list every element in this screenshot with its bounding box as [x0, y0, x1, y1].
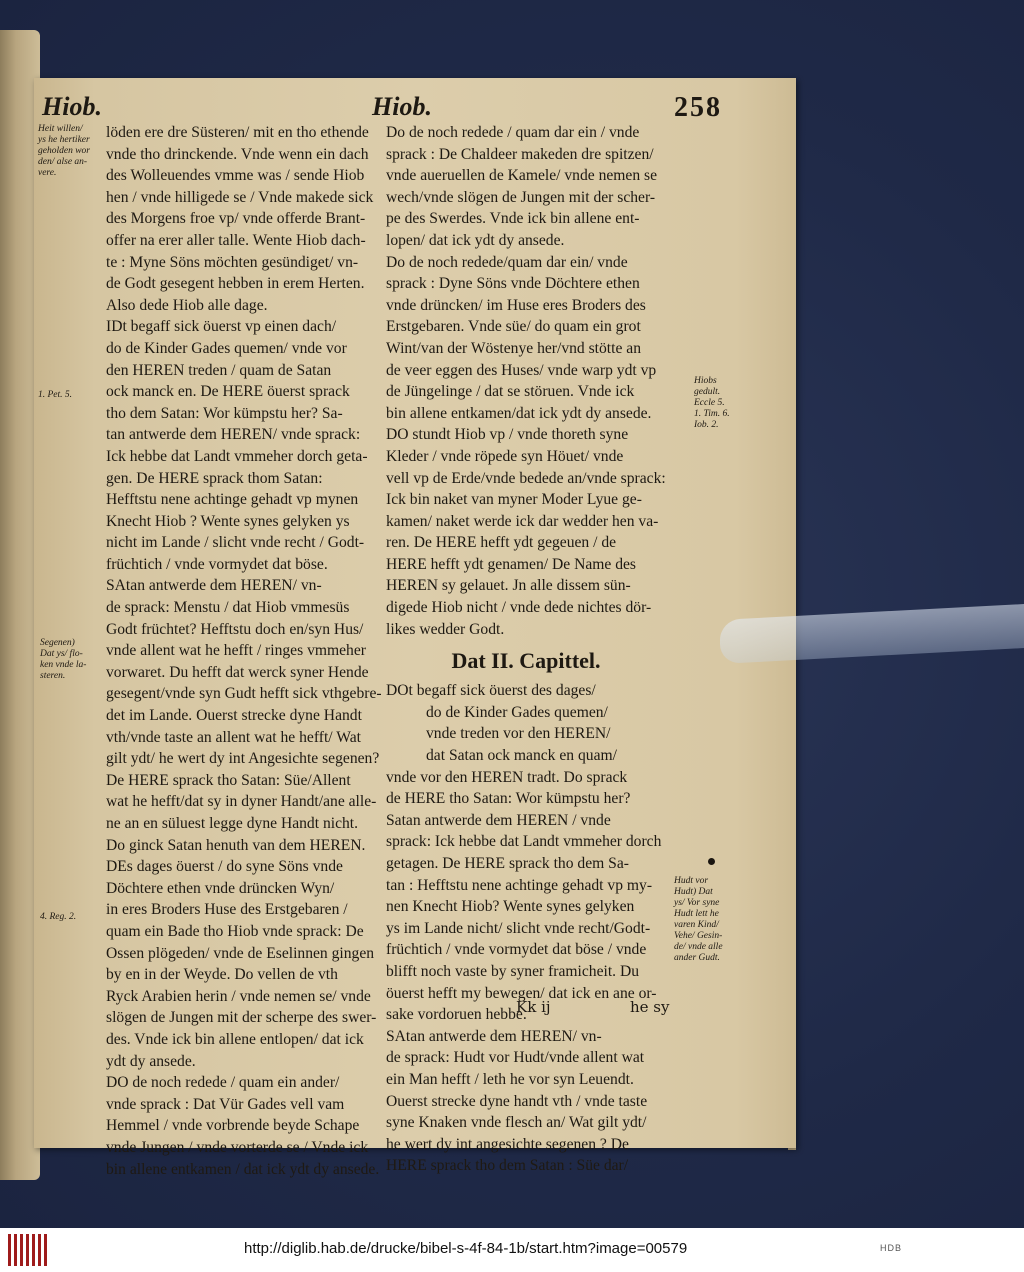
text-line: löden ere dre Süsteren/ mit en tho ethende — [106, 124, 369, 141]
text-line: quam ein Bade tho Hiob vnde sprack: De — [106, 922, 364, 940]
text-line: nen Knecht Hiob? Wente synes gelyken — [386, 898, 635, 916]
text-line: des Morgens froe vp/ vnde offerde Brant- — [106, 210, 366, 228]
text-line: de sprack: Menstu / dat Hiob vmmesüs — [106, 599, 350, 617]
text-line: syne Knaken vnde flesch an/ Wat gilt ydt/ — [386, 1114, 647, 1132]
text-line: DEs dages öuerst / do syne Söns vnde — [106, 858, 343, 876]
text-line: früchtich / vnde vormydet dat böse. — [106, 555, 328, 573]
text-line: te : Myne Söns möchten gesündiget/ vn- — [106, 253, 359, 271]
footer-mark: HDB — [880, 1243, 903, 1253]
text-line: vnde drüncken/ im Huse eres Broders des — [386, 296, 646, 314]
footer-bar — [0, 1228, 1024, 1272]
text-line: nicht im Lande / slicht vnde recht / Godt- — [106, 534, 365, 552]
catchword: he sy — [630, 998, 670, 1016]
text-line: früchtich / vnde vormydet dat böse / vnde — [386, 941, 647, 959]
text-line: det im Lande. Ouerst strecke dyne Handt — [106, 707, 362, 725]
text-line: den HEREN treden / quam de Satan — [106, 361, 332, 379]
text-line: wech/vnde slögen de Jungen mit der scher- — [386, 188, 656, 206]
library-logo-icon — [8, 1234, 48, 1266]
running-head-center: Hiob. — [372, 92, 432, 121]
text-line: vorwaret. Du hefft dat werck syner Hende — [106, 663, 369, 681]
text-line: hen / vnde hilligede se / Vnde makede sick — [106, 188, 374, 206]
text-line: Godt früchtet? Hefftstu doch en/syn Hus/ — [106, 620, 364, 638]
text-line: offer na erer aller talle. Wente Hiob dach- — [106, 231, 366, 249]
text-line: IDt begaff sick öuerst vp einen dach/ — [106, 318, 337, 336]
text-line: Knecht Hiob ? Wente synes gelyken ys — [106, 512, 350, 530]
text-line: Döchtere ethen vnde drüncken Wyn/ — [106, 879, 335, 897]
margin-note-left-4: 4. Reg. 2. — [40, 912, 77, 922]
text-line: SAtan antwerde dem HEREN/ vn- — [106, 577, 322, 595]
margin-note-left-2: 1. Pet. 5. — [38, 390, 73, 400]
signature-mark: Kk ij — [516, 998, 551, 1016]
text-line: Ryck Arabien herin / vnde nemen se/ vnde — [106, 987, 371, 1005]
text-line: de veer eggen des Huses/ vnde warp ydt vp — [386, 361, 657, 379]
text-line: vnde treden vor den HEREN/ — [426, 725, 611, 743]
text-line: tan antwerde dem HEREN/ vnde sprack: — [106, 426, 361, 444]
text-line: wat he hefft/dat sy in dyner Handt/ane alle- — [106, 793, 377, 811]
text-line: pe des Swerdes. Vnde ick bin allene ent- — [386, 210, 640, 228]
running-head-left: Hiob. — [42, 92, 102, 121]
text-line: Hemmel / vnde vorbrende beyde Schape — [106, 1117, 360, 1135]
ink-dot — [708, 858, 715, 865]
margin-note-left-3: Segenen) Dat ys/ flo- ken vnde la- steren. — [40, 638, 87, 681]
text-line: in eres Broders Huse des Erstgebaren / — [106, 901, 348, 919]
margin-note-left-1: Heit willen/ ys he hertiker geholden wor den/ alse an- vere. — [38, 124, 90, 178]
text-line: de HERE tho Satan: Wor kümpstu her? — [386, 790, 631, 808]
text-line: vnde sprack : Dat Vür Gades vell vam — [106, 1095, 345, 1113]
text-line: vell vp de Erde/vnde bedede an/vnde sprack: — [386, 469, 666, 487]
text-line: ren. De HERE hefft ydt gegeuen / de — [386, 534, 617, 552]
text-line: slögen de Jungen mit der scherpe des swer- — [106, 1009, 377, 1027]
text-line: ne an en süluest legge dyne Handt nicht. — [106, 815, 359, 832]
text-line: Ouerst strecke dyne handt vth / vnde taste — [386, 1092, 648, 1110]
text-line: dat Satan ock manck en quam/ — [426, 747, 617, 765]
text-line: tho dem Satan: Wor kümpstu her? Sa- — [106, 404, 343, 422]
text-line: sprack : Dyne Söns vnde Döchtere ethen — [386, 275, 640, 293]
text-line: tan : Hefftstu nene achtinge gehadt vp my- — [386, 876, 653, 894]
text-line: HEREN sy gelauet. Jn alle dissem sün- — [386, 577, 631, 595]
text-line: kamen/ naket werde ick dar wedder hen va- — [386, 512, 659, 530]
book-page — [34, 78, 796, 1178]
text-line: Kleder / vnde röpede syn Höuet/ vnde — [386, 447, 624, 465]
text-line: getagen. De HERE sprack tho dem Sa- — [386, 855, 629, 872]
text-line: DOt begaff sick öuerst des dages/ — [386, 682, 596, 700]
text-line: vnde aueruellen de Kamele/ vnde nemen se — [386, 167, 658, 185]
margin-note-right-2: Hudt vor Hudt) Dat ys/ Vor syne Hudt lett he varen Kind/ Vehe/ Gesin- de/ vnde alle ander Gudt. — [674, 876, 723, 963]
text-line: de sprack: Hudt vor Hudt/vnde allent wat — [386, 1049, 645, 1067]
text-line: de Godt gesegent hebben in erem Herten. — [106, 275, 365, 293]
text-column-right — [386, 122, 666, 1177]
text-line: sprack: Ick hebbe dat Landt vmmeher dorch — [386, 833, 662, 851]
text-line: ock manck en. De HERE öuerst sprack — [106, 383, 350, 401]
text-line: vnde allent wat he hefft / ringes vmmeher — [106, 642, 366, 660]
text-line: Do ginck Satan henuth van dem HEREN. — [106, 836, 366, 854]
text-line: HERE hefft ydt genamen/ De Name des — [386, 555, 637, 573]
text-line: SAtan antwerde dem HEREN/ vn- — [386, 1027, 602, 1045]
text-line: Do de noch redede / quam dar ein / vnde — [386, 124, 640, 141]
text-line: DO de noch redede / quam ein ander/ — [106, 1074, 340, 1092]
text-line: öuerst hefft my bewegen/ dat ick en ane or- — [386, 984, 657, 1002]
text-line: Do de noch redede/quam dar ein/ vnde — [386, 253, 628, 271]
text-line: ys im Lande nicht/ slicht vnde recht/Godt- — [386, 919, 651, 937]
text-line: ydt dy ansede. — [106, 1052, 196, 1070]
text-line: Erstgebaren. Vnde süe/ do quam ein grot — [386, 318, 641, 336]
text-line: digede Hiob nicht / vnde dede nichtes dör- — [386, 599, 652, 617]
chapter-heading: Dat II. Capittel. — [451, 648, 601, 674]
text-line: HERE sprack tho dem Satan : Süe dar/ — [386, 1157, 629, 1175]
text-line: De HERE sprack tho Satan: Süe/Allent — [106, 771, 351, 789]
text-line: he wert dy int angesichte segenen ? De — [386, 1135, 629, 1153]
text-line: gesegent/vnde syn Gudt hefft sick vthgebre- — [106, 685, 382, 703]
text-line: Ossen plögeden/ vnde de Eselinnen gingen — [106, 944, 375, 962]
text-line: lopen/ dat ick ydt dy ansede. — [386, 231, 565, 249]
text-line: bin allene entkamen/dat ick ydt dy ansede. — [386, 404, 652, 422]
text-line: des. Vnde ick bin allene entlopen/ dat ick — [106, 1030, 364, 1048]
text-line: de Jüngelinge / dat se störuen. Vnde ick — [386, 383, 635, 401]
text-line: gilt ydt/ he wert dy int Angesichte segenen? — [106, 750, 380, 768]
text-line: vth/vnde taste an allent wat he hefft/ Wat — [106, 728, 361, 746]
text-line: gen. De HERE sprack thom Satan: — [106, 469, 323, 487]
margin-note-right-1: Hiobs gedult. Eccle 5. 1. Tim. 6. Iob. 2. — [694, 376, 730, 430]
text-line: do de Kinder Gades quemen/ vnde vor — [106, 339, 347, 357]
text-line: vnde tho drinckende. Vnde wenn ein dach — [106, 145, 369, 163]
text-line: ein Man hefft / leth he vor syn Leuendt. — [386, 1070, 634, 1088]
page-number: 258 — [674, 92, 722, 123]
text-line: by en in der Weyde. Do vellen de vth — [106, 966, 338, 984]
source-url[interactable]: http://diglib.hab.de/drucke/bibel-s-4f-84-1b/start.htm?image=00579 — [244, 1240, 688, 1257]
text-line: vnde Jungen / vnde vorterde se / Vnde ick — [106, 1138, 369, 1156]
text-line: Wint/van der Wöstenye her/vnd stötte an — [386, 339, 642, 357]
text-line: Hefftstu nene achtinge gehadt vp mynen — [106, 491, 359, 509]
text-line: sake vordoruen hebbe. — [386, 1006, 527, 1024]
text-line: vnde vor den HEREN tradt. Do sprack — [386, 768, 628, 786]
text-line: bin allene entkamen / dat ick ydt dy ansede. — [106, 1160, 380, 1178]
text-column-left — [106, 122, 384, 1180]
text-line: des Wolleuendes vmme was / sende Hiob — [106, 167, 365, 185]
text-line: Ick hebbe dat Landt vmmeher dorch geta- — [106, 447, 368, 465]
text-line: likes wedder Godt. — [386, 620, 505, 638]
text-line: Also dede Hiob alle dage. — [106, 296, 268, 314]
text-line: DO stundt Hiob vp / vnde thoreth syne — [386, 426, 629, 444]
text-line: sprack : De Chaldeer makeden dre spitzen/ — [386, 145, 654, 163]
text-line: Ick bin naket van myner Moder Lyue ge- — [386, 491, 642, 509]
text-line: Satan antwerde dem HEREN / vnde — [386, 811, 611, 829]
text-line: blifft noch vaste by syner framicheit. Du — [386, 962, 640, 980]
text-line: do de Kinder Gades quemen/ — [426, 703, 608, 721]
